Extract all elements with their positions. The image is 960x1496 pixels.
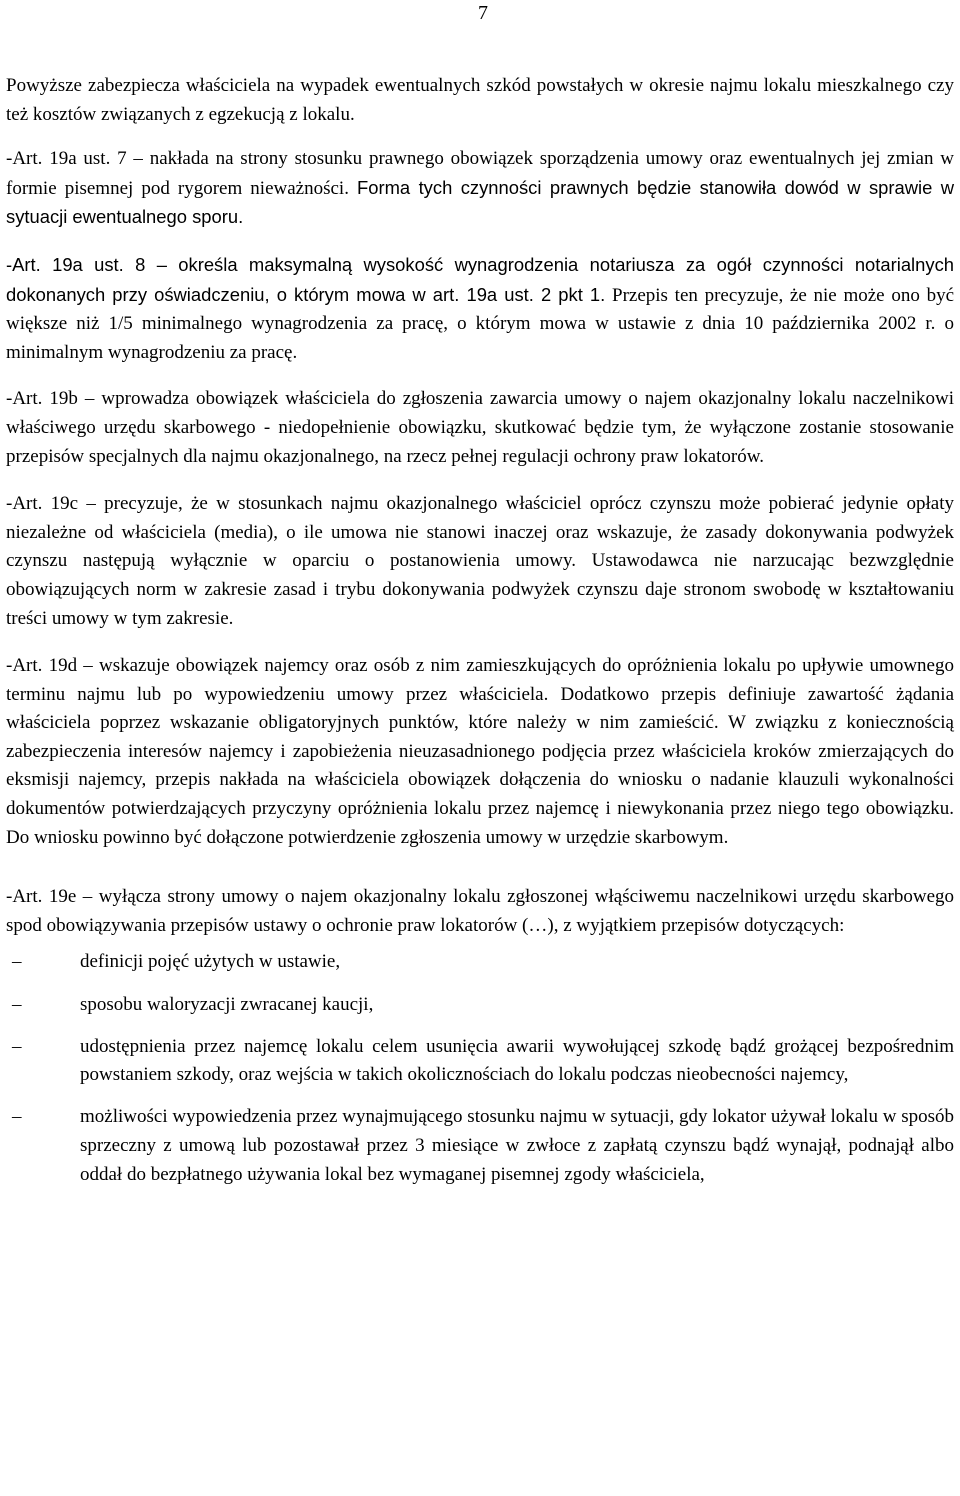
list-item <box>6 1033 954 1090</box>
paragraph-art-19a-8-serif: Przepis ten precyzuje, że nie może ono być większe niż 1/5 minimalnego wynagrodzenia za pracę, o którym mowa w ustawie z dnia 10 października 2002 r. o minimalnym wynagrodzeniu za pracę. <box>6 284 955 363</box>
paragraph-art-19a-8 <box>6 251 954 367</box>
paragraph-art-19b: -Art. 19b – wprowadza obowiązek właściciela do zgłoszenia zawarcia umowy o najem okazjonalny lokalu naczelnikowi właściwego urzędu skarbowego - niedopełnienie obowiązku, skutkować będzie tym, że wyłączone zostanie stosowanie przepisów specjalnych dla najmu okazjonalnego, na rzecz pełnej regulacji ochrony praw lokatorów. <box>6 388 954 467</box>
paragraph-art-19a-7 <box>6 145 954 233</box>
paragraph-art-19d: -Art. 19d – wskazuje obowiązek najemcy oraz osób z nim zamieszkujących do opróżnienia lokalu po upływie umownego terminu najmu lub po wypowiedzeniu umowy przez właściciela. Dodatkowo przepis definiuje zawartość żądania właściciela poprzez wskazanie obligatoryjnych punktów, które należy w nim zamieścić. W związku z koniecznością zabezpieczenia interesów najemcy i zapobieżenia nieuzasadnionego podjęcia przez właściciela kroków zmierzających do eksmisji najemcy, przepis nakłada na właściciela obowiązek dołączenia do wniosku o nadanie klauzuli wykonalności dokumentów potwierdzających przyczyny opróżnienia lokalu przez najemcę i niewykonania przez niego tego obowiązku. Do wniosku powinno być dołączone potwierdzenie zgłoszenia umowy w urzędzie skarbowym. <box>6 655 954 848</box>
document-body <box>6 72 954 1203</box>
dash-bullet: – <box>12 951 22 973</box>
list-item-text: możliwości wypowiedzenia przez wynajmującego stosunku najmu w sytuacji, gdy lokator używał lokalu w sposób sprzeczny z umową lub pozostawał przez 3 miesiące w zwłoce z zapłatą czynszu bądź wynajął, podnajął albo oddał do bezpłatnego używania lokal bez wymaganej pisemnej zgody właściciela, <box>80 1106 954 1185</box>
list-item <box>6 948 954 977</box>
exceptions-list <box>6 948 954 1189</box>
paragraph-art-19a-7-sans: Forma tych czynności prawnych będzie stanowiła dowód w sprawie w sytuacji ewentualnego sporu. <box>6 176 955 228</box>
list-item <box>6 991 954 1020</box>
list-item <box>6 1103 954 1189</box>
paragraph-art-19e: -Art. 19e – wyłącza strony umowy o najem okazjonalny lokalu zgłoszonej włąściwemu naczelnikowi urzędu skarbowego spod obowiązywania przepisów ustawy o ochronie praw lokatorów (…), z wyjątkiem przepisów dotyczących: <box>6 886 954 936</box>
paragraph-art-19c: -Art. 19c – precyzuje, że w stosunkach najmu okazjonalnego właściciel oprócz czynszu może pobierać jedynie opłaty niezależne od właściciela (media), o ile umowa nie stanowi inaczej oraz wskazuje, że zasady dokonywania podwyżek czynszu następują wyłącznie w oparciu o postanowienia umowy. Ustawodawca nie narzucając bezwzględnie obowiązujących norm w zakresie zasad i trybu dokonywania podwyżek czynszu daje stronom swobodę w kształtowaniu treści umowy w tym zakresie. <box>6 493 954 629</box>
dash-bullet: – <box>12 993 22 1015</box>
dash-bullet: – <box>12 1035 22 1057</box>
page-number: 7 <box>478 2 488 24</box>
paragraph-art-19a-7-serif: -Art. 19a ust. 7 – nakłada na strony stosunku prawnego obowiązek sporządzenia umowy oraz ewentualnych jej zmian w formie pisemnej pod rygorem nieważności. <box>6 148 954 199</box>
paragraph-art-19a-8-sans: -Art. 19a ust. 8 – określa maksymalną wysokość wynagrodzenia notariusza za ogół czynności notarialnych dokonanych przy oświadczeniu, o którym mowa w art. 19a ust. 2 pkt 1. <box>6 253 954 305</box>
list-item-text: definicji pojęć użytych w ustawie, <box>80 951 341 973</box>
list-item-text: udostępnienia przez najemcę lokalu celem usunięcia awarii wywołującej szkodę bądź grożącej bezpośrednim powstaniem szkody, oraz wejścia w takich okolicznościach do lokalu podczas nieobecności najemcy, <box>80 1035 954 1086</box>
list-item-text: sposobu waloryzacji zwracanej kaucji, <box>80 993 374 1015</box>
paragraph-security: Powyższe zabezpiecza właściciela na wypadek ewentualnych szkód powstałych w okresie najmu lokalu mieszkalnego czy też kosztów związanych z egzekucją z lokalu. <box>6 75 954 125</box>
dash-bullet: – <box>12 1106 22 1128</box>
